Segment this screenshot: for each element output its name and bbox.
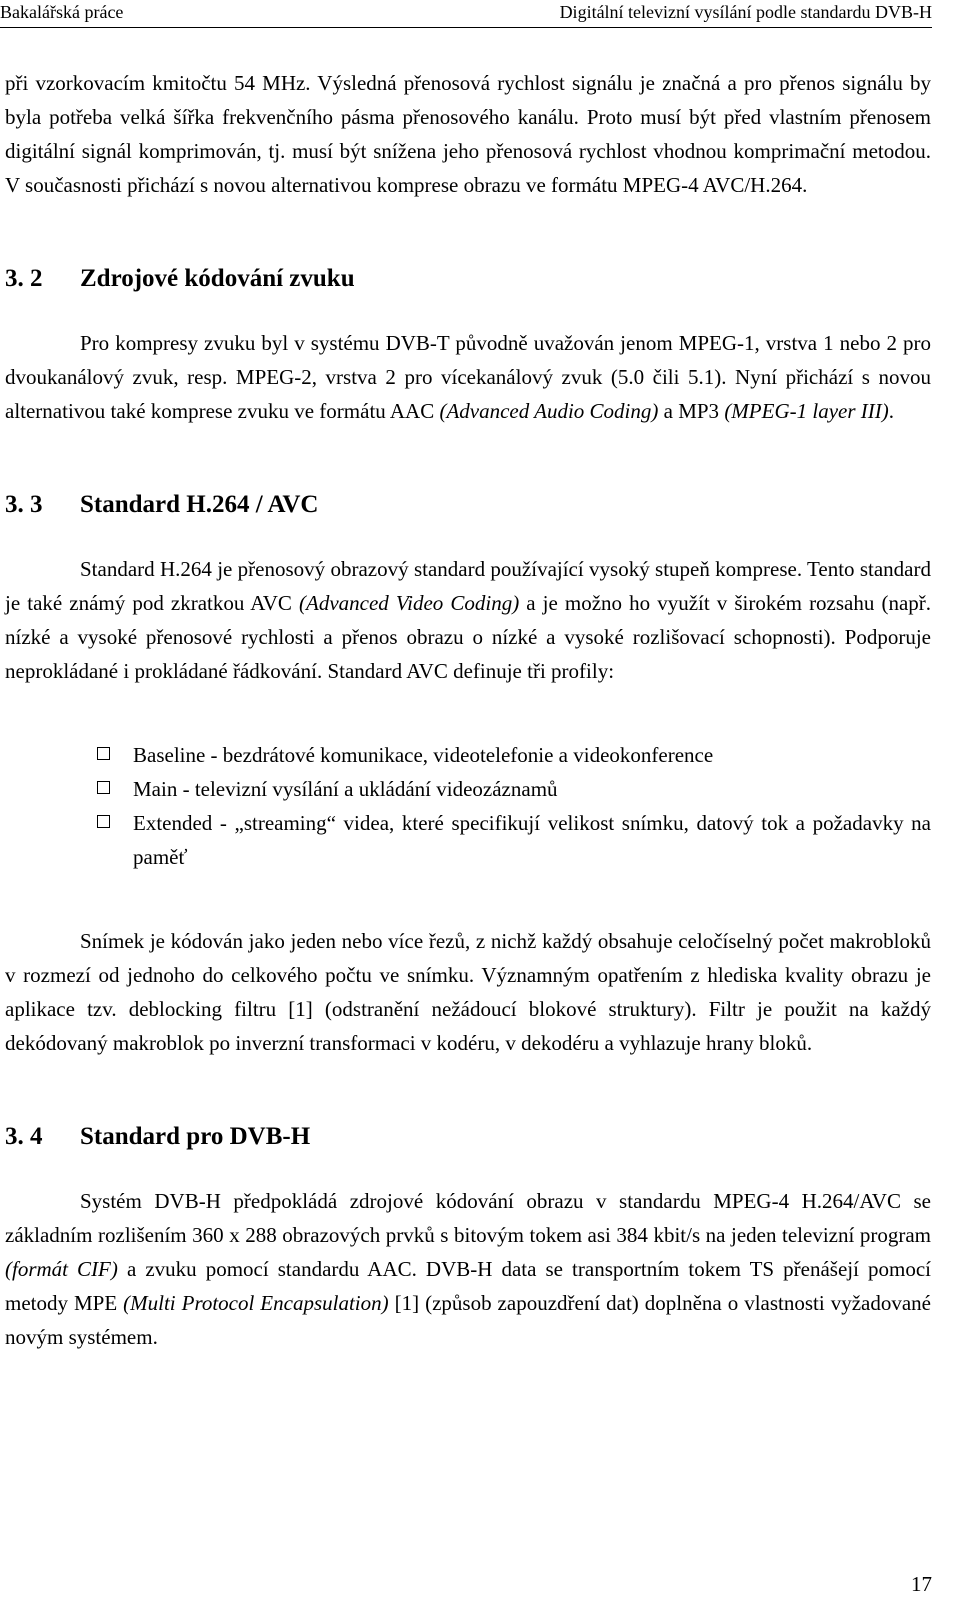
text-run: Standard H.264 je přenosový obrazový standard používající vysoký stupeň komprese. Tento standard je také známý pod zkratkou AVC [5,557,931,615]
list-item [5,806,931,874]
checkbox-bullet-icon [97,781,110,794]
header-rule [0,27,932,28]
checkbox-bullet-icon [97,747,110,760]
page-content [5,66,931,1354]
profile-list [5,738,931,874]
heading-number: 3. 4 [5,1123,43,1150]
paragraph-avc [5,552,931,688]
heading-title: Standard pro DVB-H [80,1123,311,1150]
text-run: [1] (způsob zapouzdření dat) doplněna o vlastnosti vyžadované novým systémem. [5,1291,931,1349]
text-run: a zvuku pomocí standardu AAC. DVB-H data se transportním tokem TS přenášejí pomocí metody MPE [5,1257,932,1315]
page-number: 17 [911,1572,932,1596]
checkbox-bullet-icon [97,815,110,828]
paragraph-dvbh [5,1184,931,1354]
heading-title: Zdrojové kódování zvuku [80,265,355,292]
text-run: a je možno ho využít v širokém rozsahu (např. nízké a vysoké přenosové rychlosti a přenos obrazu o nízké a vysoké rozlišovací schopnosti). Podporuje neprokládané i prokládané řádkování. Standard AVC definuje tři profily: [5,591,932,683]
text-emphasis: (Advanced Video Coding) [299,591,520,615]
list-item-text: Main - televizní vysílání a ukládání videozáznamů [133,777,558,801]
heading-number: 3. 2 [5,265,43,292]
header-right-title: Digitální televizní vysílání podle standardu DVB-H [559,2,932,22]
heading-3-4 [5,1120,931,1154]
heading-3-3 [5,488,931,522]
paragraph-audio [5,326,931,428]
paragraph-slices: Snímek je kódován jako jeden nebo více řezů, z nichž každý obsahuje celočíselný počet makrobloků v rozmezí od jednoho do celkového počtu ve snímku. Významným opatřením z hlediska kvality obrazu je aplikace tzv. deblocking filtru [1] (odstranění nežádoucí blokové struktury). Filtr je použit na každý dekódovaný makroblok po inverzní transformaci v kodéru, v dekodéru a vyhlazuje hrany bloků. [5,929,931,1055]
header-left-title: Bakalářská práce [0,2,124,22]
list-item [5,772,931,806]
heading-title: Standard H.264 / AVC [80,491,319,518]
page-header [0,0,932,26]
text-run: a MP3 [658,399,725,423]
text-run: Pro kompresy zvuku byl v systému DVB-T původně uvažován jenom MPEG-1, vrstva 1 nebo 2 pro dvoukanálový zvuk, resp. MPEG-2, vrstva 2 pro vícekanálový zvuk (5.0 čili 5.1). Nyní přichází s novou alternativou také komprese zvuku ve formátu AAC [5,331,931,423]
heading-number: 3. 3 [5,491,43,518]
text-run: . [888,399,894,423]
list-item [5,738,931,772]
text-emphasis: (MPEG-1 layer III) [724,399,889,423]
text-emphasis: (Advanced Audio Coding) [439,399,659,423]
text-emphasis: (formát CIF) [5,1257,118,1281]
text-emphasis: (Multi Protocol Encapsulation) [123,1291,389,1315]
list-item-text: Baseline - bezdrátové komunikace, videotelefonie a videokonference [133,743,714,767]
paragraph-intro: při vzorkovacím kmitočtu 54 MHz. Výsledná přenosová rychlost signálu je značná a pro přenos signálu by byla potřeba velká šířka frekvenčního pásma přenosového kanálu. Proto musí být před vlastním přenosem digitální signál komprimován, tj. musí být snížena jeho přenosová rychlost vhodnou komprimační metodou. V současnosti přichází s novou alternativou komprese obrazu ve formátu MPEG-4 AVC/H.264. [5,71,931,197]
list-item-text: Extended - „streaming“ videa, které specifikují velikost snímku, datový tok a požadavky na paměť [133,811,931,869]
heading-3-2 [5,262,931,296]
text-run: Systém DVB-H předpokládá zdrojové kódování obrazu v standardu MPEG-4 H.264/AVC se základním rozlišením 360 x 288 obrazových prvků s bitovým tokem asi 384 kbit/s na jeden televizní program [5,1189,931,1247]
